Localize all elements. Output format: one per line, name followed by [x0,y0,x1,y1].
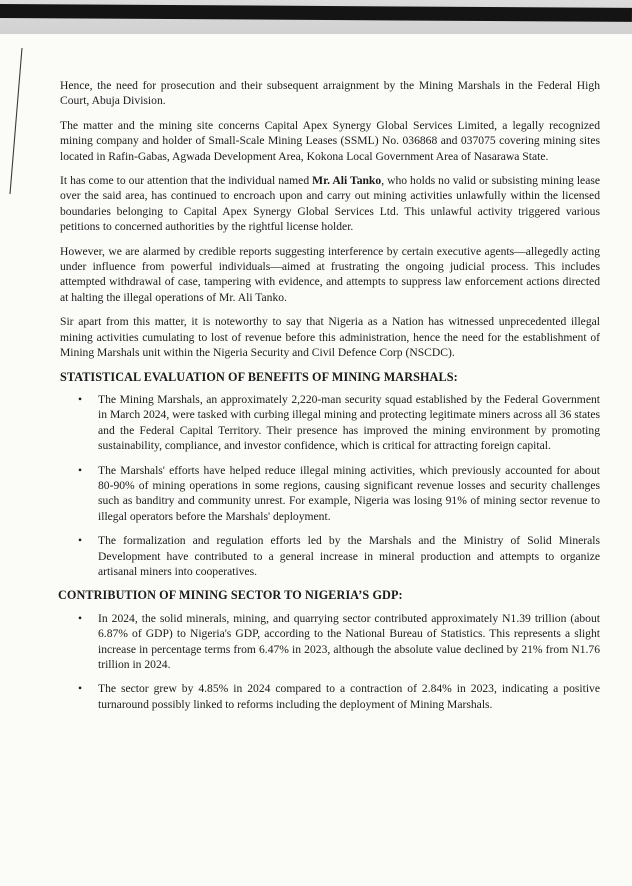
bullet-icon: • [78,463,83,477]
bullet-icon: • [78,534,83,548]
letter-body [60,78,600,721]
list-item-text: The Marshals' efforts have helped reduce illegal mining activities, which previously accounted for about 80-90% of mining operations in some regions, causing significant revenue losses and security challenges such as banditry and community unrest. For example, Nigeria was losing 91% of mining sector revenue to illegal operators before the Marshals' deployment. [98,463,600,523]
list-item [78,611,600,673]
paragraph-mining-site: The matter and the mining site concerns Capital Apex Synergy Global Services Limited, a legally recognized mining company and holder of Small-Scale Mining Leases (SSML) No. 036868 and 037075 covering mining sites located in Rafin-Gabas, Agwada Development Area, Kokona Local Government Area of Nasarawa State. [60,118,600,163]
margin-pen-stroke [0,44,60,204]
paragraph-interference: However, we are alarmed by credible reports suggesting interference by certain executive agents—allegedly acting under influence from powerful individuals—aimed at frustrating the ongoing judicial process. This includes attempted withdrawal of case, tampering with evidence, and attempts to suppress law enforcement actions directed at halting the illegal operations of Mr. Ali Tanko. [60,244,600,304]
list-item-text: The formalization and regulation efforts led by the Marshals and the Ministry of Solid Minerals Development have contributed to a general increase in mineral production and attempts to organize artisanal miners into cooperatives. [98,534,600,578]
paragraph-text: It has come to our attention that the individual named [60,174,313,188]
paragraph-nscdc: Sir apart from this matter, it is noteworthy to say that Nigeria as a Nation has witnessed unprecedented illegal mining activities cumulating to lost of revenue before this administration, hence the need for the establishment of Mining Marshals unit within the Nigeria Security and Civil Defence Corp (NSCDC). [60,315,600,360]
paragraph-ali-tanko [60,173,600,235]
scan-dark-edge [0,4,632,22]
list-item [78,463,600,525]
list-item [78,533,600,579]
list-item-text: The sector grew by 4.85% in 2024 compared to a contraction of 2.84% in 2023, indicating a positive turnaround possibly linked to reforms including the deployment of Mining Marshals. [98,682,600,711]
paragraph-text: , who holds no valid or subsisting mining lease over the said area, has continued to encroach upon and carry out mining activities unlawfully within the licensed boundaries belonging to Capital Apex Synergy Global Services Ltd. This unlawful activity triggered various petitions to concerned authorities by the rightful license holder. [60,174,600,234]
bullet-list-statistical [60,392,600,579]
bullet-icon: • [78,392,83,406]
list-item [78,681,600,712]
section-heading-gdp: CONTRIBUTION OF MINING SECTOR TO NIGERIA’S GDP: [58,588,403,603]
list-item-text: The Mining Marshals, an approximately 2,220-man security squad established by the Federal Government in March 2024, were tasked with curbing illegal mining and protecting legitimate miners across all 36 states and the Federal Capital Territory. Their presence has improved the mining environment by promoting sustainability, compliance, and investor confidence, which is critical for attracting foreign capital. [98,392,600,453]
list-item-text: In 2024, the solid minerals, mining, and quarrying sector contributed approximately N1.39 trillion (about 6.87% of GDP) to Nigeria's GDP, according to the National Bureau of Statistics. This represents a slight increase in percentage terms from 6.47% in 2023, although the absolute value declined by 21% from N1.76 trillion in 2024. [98,611,600,671]
bullet-icon: • [78,682,83,696]
bullet-list-gdp [60,611,600,712]
bullet-icon: • [78,611,83,625]
list-item [78,392,600,454]
person-name: Mr. Ali Tanko [312,174,382,188]
paragraph-prosecution: Hence, the need for prosecution and their subsequent arraignment by the Mining Marshals in the Federal High Court, Abuja Division. [60,79,600,108]
section-heading-statistical: STATISTICAL EVALUATION OF BENEFITS OF MINING MARSHALS: [60,369,458,384]
